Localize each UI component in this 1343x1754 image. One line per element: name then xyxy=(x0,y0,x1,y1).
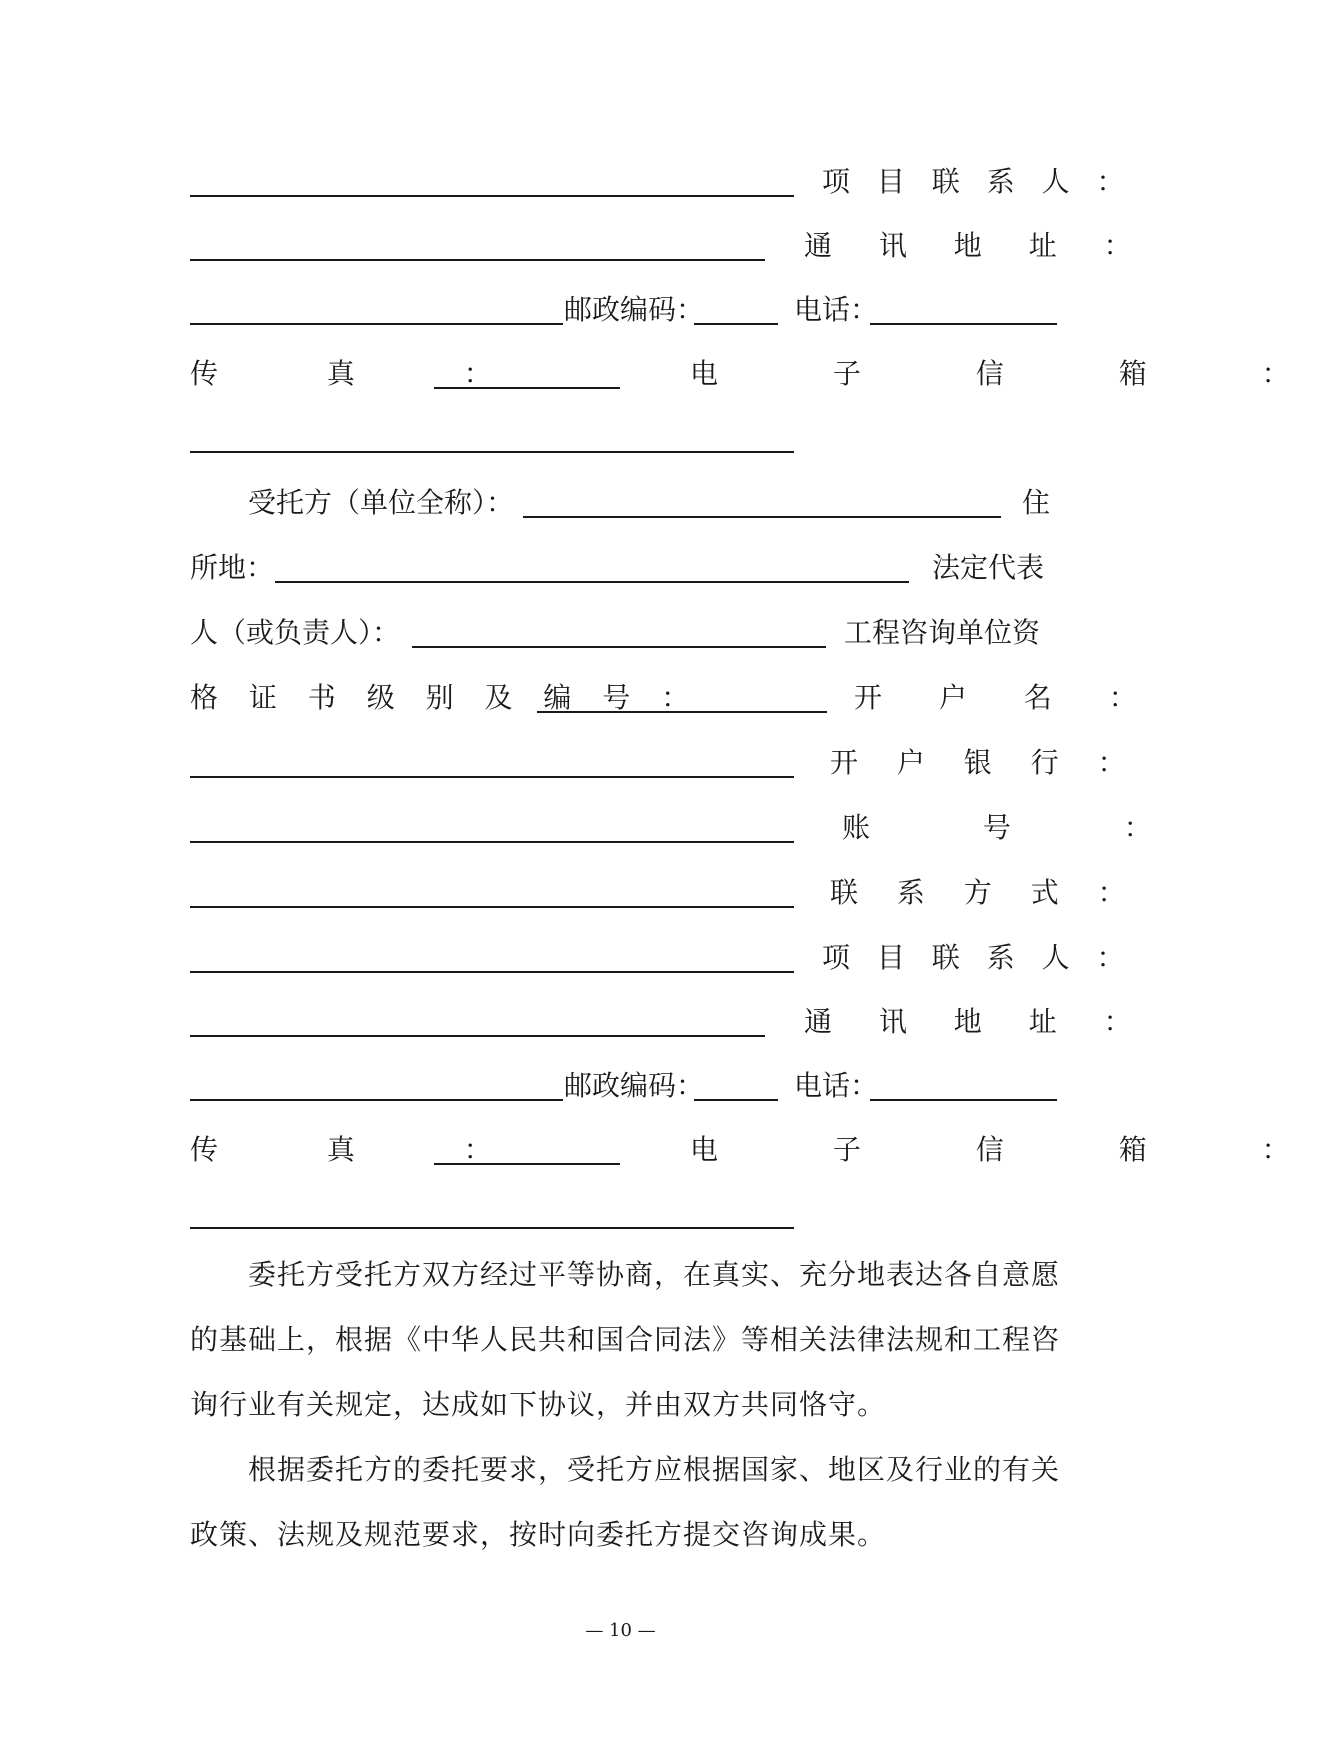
client-address-cont-blank[interactable] xyxy=(190,323,563,325)
contractor-fax-email-row xyxy=(190,1130,1343,1170)
contractor-qualification-label-a: 工程咨询单位资 xyxy=(844,616,1041,649)
contractor-qualification-row xyxy=(190,678,1161,718)
client-project-contact-blank[interactable] xyxy=(190,195,794,197)
contractor-contact-method-label: 联 系 方 式 ： xyxy=(830,876,1141,909)
contractor-bank-label: 开 户 银 行 ： xyxy=(830,746,1141,779)
contractor-address-row xyxy=(190,1002,1151,1042)
contractor-phone-blank[interactable] xyxy=(870,1099,1057,1101)
contractor-residence-label-b: 所地： xyxy=(190,551,275,584)
client-fax-blank[interactable] xyxy=(434,387,620,389)
contractor-name-blank[interactable] xyxy=(523,516,1001,518)
contractor-postcode-phone-row xyxy=(190,1066,1062,1106)
contractor-project-contact-blank[interactable] xyxy=(190,1035,765,1037)
contractor-postcode-label: 邮政编码： xyxy=(564,1069,705,1102)
contractor-name-row xyxy=(190,483,1062,523)
client-project-contact-label: 项 目 联 系 人 ： xyxy=(822,165,1134,198)
contractor-bank-row xyxy=(190,743,1141,783)
client-address-row xyxy=(190,226,1151,266)
client-project-contact-row xyxy=(190,162,1134,202)
contractor-project-contact-row xyxy=(190,938,1134,978)
contractor-contact-method-row xyxy=(190,873,1141,913)
contractor-phone-label: 电话： xyxy=(794,1069,879,1102)
client-address-label: 通 讯 地 址 ： xyxy=(804,229,1151,262)
client-phone-label: 电话： xyxy=(794,293,879,326)
contractor-bank-blank[interactable] xyxy=(190,841,794,843)
client-address-blank[interactable] xyxy=(190,259,765,261)
contractor-qualification-label-b: 格 证 书 级 别 及 编 号 ： xyxy=(190,681,701,714)
page-number: — 10 — xyxy=(585,1620,656,1641)
contractor-qualification-blank[interactable] xyxy=(537,711,827,713)
contractor-email-blank-row xyxy=(190,1194,1062,1234)
agreement-paragraph-1: 委托方受托方双方经过平等协商，在真实、充分地表达各自意愿的基础上，根据《中华人民共和国合同法》等相关法律法规和工程咨询行业有关规定，达成如下协议，并由双方共同恪守。 xyxy=(190,1258,1061,1421)
contractor-legal-rep-blank[interactable] xyxy=(412,646,826,648)
contractor-contact-method-blank[interactable] xyxy=(190,971,794,973)
contractor-legal-rep-label-a: 法定代表 xyxy=(932,551,1045,584)
contractor-address-blank[interactable] xyxy=(190,1099,563,1101)
contractor-fax-blank[interactable] xyxy=(434,1163,620,1165)
contractor-legal-rep-label-b: 人（或负责人）： xyxy=(190,616,401,649)
contractor-address-label: 通 讯 地 址 ： xyxy=(804,1005,1151,1038)
client-postcode-blank[interactable] xyxy=(694,323,778,325)
contractor-email-label: 电 子 信 箱 ： xyxy=(690,1133,1343,1166)
contractor-legal-rep-row xyxy=(190,613,1062,653)
contractor-postcode-blank[interactable] xyxy=(694,1099,778,1101)
client-email-blank[interactable] xyxy=(190,451,794,453)
agreement-paragraph-2: 根据委托方的委托要求，受托方应根据国家、地区及行业的有关政策、法规及规范要求，按时向委托方提交咨询成果。 xyxy=(190,1453,1061,1551)
contractor-account-name-label: 开 户 名 ： xyxy=(854,681,1161,714)
client-postcode-label: 邮政编码： xyxy=(564,293,705,326)
contractor-name-label: 受托方（单位全称）： xyxy=(248,486,515,519)
contractor-email-blank[interactable] xyxy=(190,1227,794,1229)
client-phone-blank[interactable] xyxy=(870,323,1057,325)
client-postcode-phone-row xyxy=(190,290,1062,330)
client-email-blank-row xyxy=(190,418,1062,458)
client-fax-email-row xyxy=(190,354,1343,394)
contractor-project-contact-label: 项 目 联 系 人 ： xyxy=(822,941,1134,974)
contractor-account-name-blank[interactable] xyxy=(190,776,794,778)
contractor-residence-row xyxy=(190,548,1062,588)
client-fax-label: 传 真 ： xyxy=(190,357,542,390)
client-email-label: 电 子 信 箱 ： xyxy=(690,357,1343,390)
contractor-residence-label-a: 住 xyxy=(1022,486,1051,519)
contractor-account-no-blank[interactable] xyxy=(190,906,794,908)
contractor-account-no-row xyxy=(190,808,1204,848)
contractor-fax-label: 传 真 ： xyxy=(190,1133,542,1166)
contractor-residence-blank[interactable] xyxy=(275,581,909,583)
contractor-account-no-label: 账 号 ： xyxy=(842,811,1204,844)
